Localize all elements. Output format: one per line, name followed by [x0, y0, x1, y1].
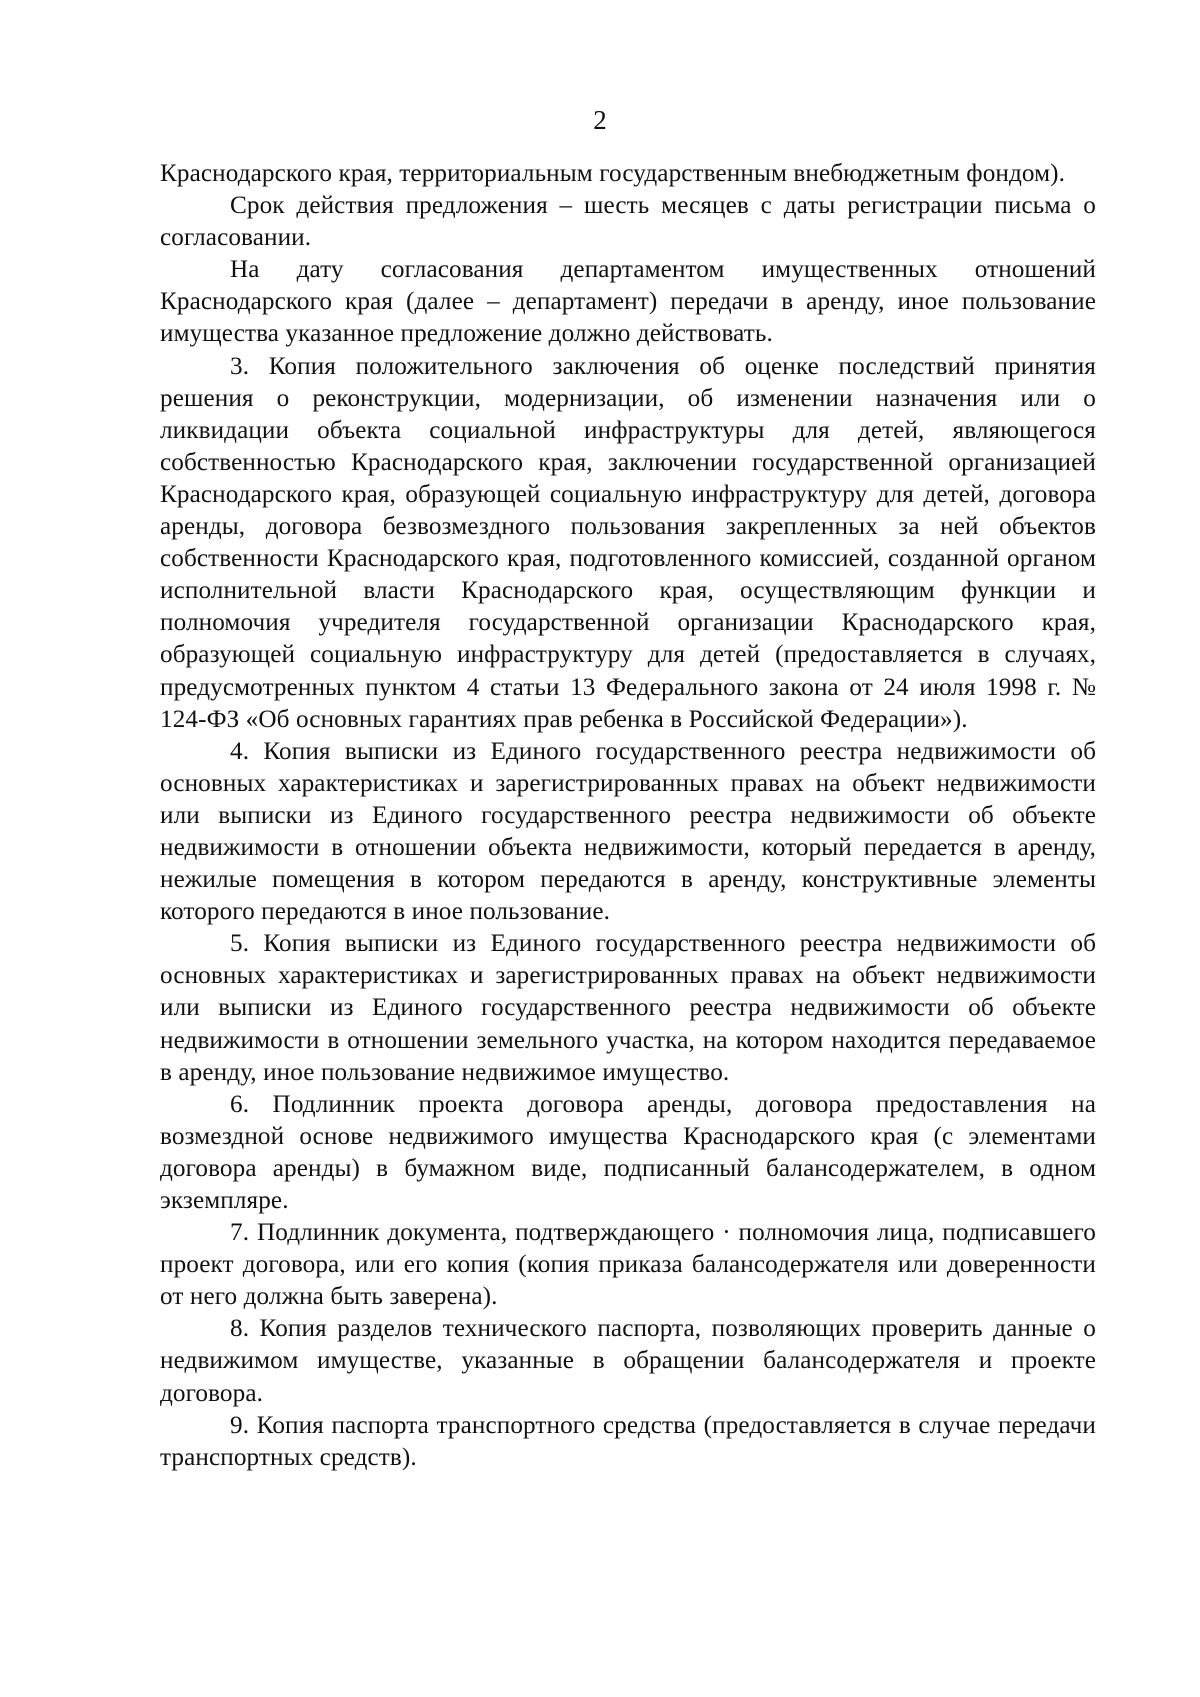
page-number: 2 [593, 105, 607, 135]
paragraph-item-5: 5. Копия выписки из Единого государственного реестра недвижимости об основных характеристиках и зарегистрированных правах на объект недвижимости или выписки из Единого государственного реестра недвижимости об объекте недвижимости в отношении земельного участка, на котором находится передаваемое в аренду, иное пользование недвижимое имущество. [160, 930, 1096, 1086]
paragraph-item-6: 6. Подлинник проекта договора аренды, договора предоставления на возмездной основе недвижимого имущества Краснодарского края (с элементами договора аренды) в бумажном виде, подписанный балансодержателем, в одном экземпляре. [160, 1090, 1096, 1214]
paragraph-item-9: 9. Копия паспорта транспортного средства (предоставляется в случае передачи транспортных средств). [160, 1411, 1096, 1471]
paragraph-offer-in-force: На дату согласования департаментом имущественных отношений Краснодарского края (далее – департамент) передачи в аренду, иное пользование имущества указанное предложение должно действовать. [160, 256, 1096, 348]
paragraph-offer-validity: Срок действия предложения – шесть месяцев с даты регистрации письма о согласовании. [160, 192, 1096, 252]
paragraph-item-7: 7. Подлинник документа, подтверждающего · полномочия лица, подписавшего проект договора, или его копия (копия приказа балансодержателя или доверенности от него должна быть заверена). [160, 1219, 1096, 1311]
paragraph-item-3: 3. Копия положительного заключения об оценке последствий принятия решения о реконструкции, модернизации, об изменении назначения или о ликвидации объекта социальной инфраструктуры для детей, являющегося собственностью Краснодарского края, заключении государственной организацией Краснодарского края, образующей социальную инфраструктуру для детей, договора аренды, договора безвозмездного пользования закрепленных за ней объектов собственности Краснодарского края, подготовленного комиссией, созданной органом исполнительной власти Краснодарского края, осуществляющим функции и полномочия учредителя государственной организации Краснодарского края, образующей социальную инфраструктуру для детей (предоставляется в случаях, предусмотренных пунктом 4 статьи 13 Федерального закона от 24 июля 1998 г. № 124-ФЗ «Об основных гарантиях прав ребенка в Российской Федерации»). [160, 352, 1096, 733]
paragraph-continuation: Краснодарского края, территориальным государственным внебюджетным фондом). [160, 160, 1066, 187]
document-body [160, 158, 1096, 1474]
paragraph-item-4: 4. Копия выписки из Единого государственного реестра недвижимости об основных характеристиках и зарегистрированных правах на объект недвижимости или выписки из Единого государственного реестра недвижимости об объекте недвижимости в отношении объекта недвижимости, который передается в аренду, нежилые помещения в котором передаются в аренду, конструктивные элементы которого передаются в иное пользование. [160, 737, 1096, 926]
paragraph-item-8: 8. Копия разделов технического паспорта, позволяющих проверить данные о недвижимом имуществе, указанные в обращении балансодержателя и проекте договора. [160, 1315, 1096, 1407]
